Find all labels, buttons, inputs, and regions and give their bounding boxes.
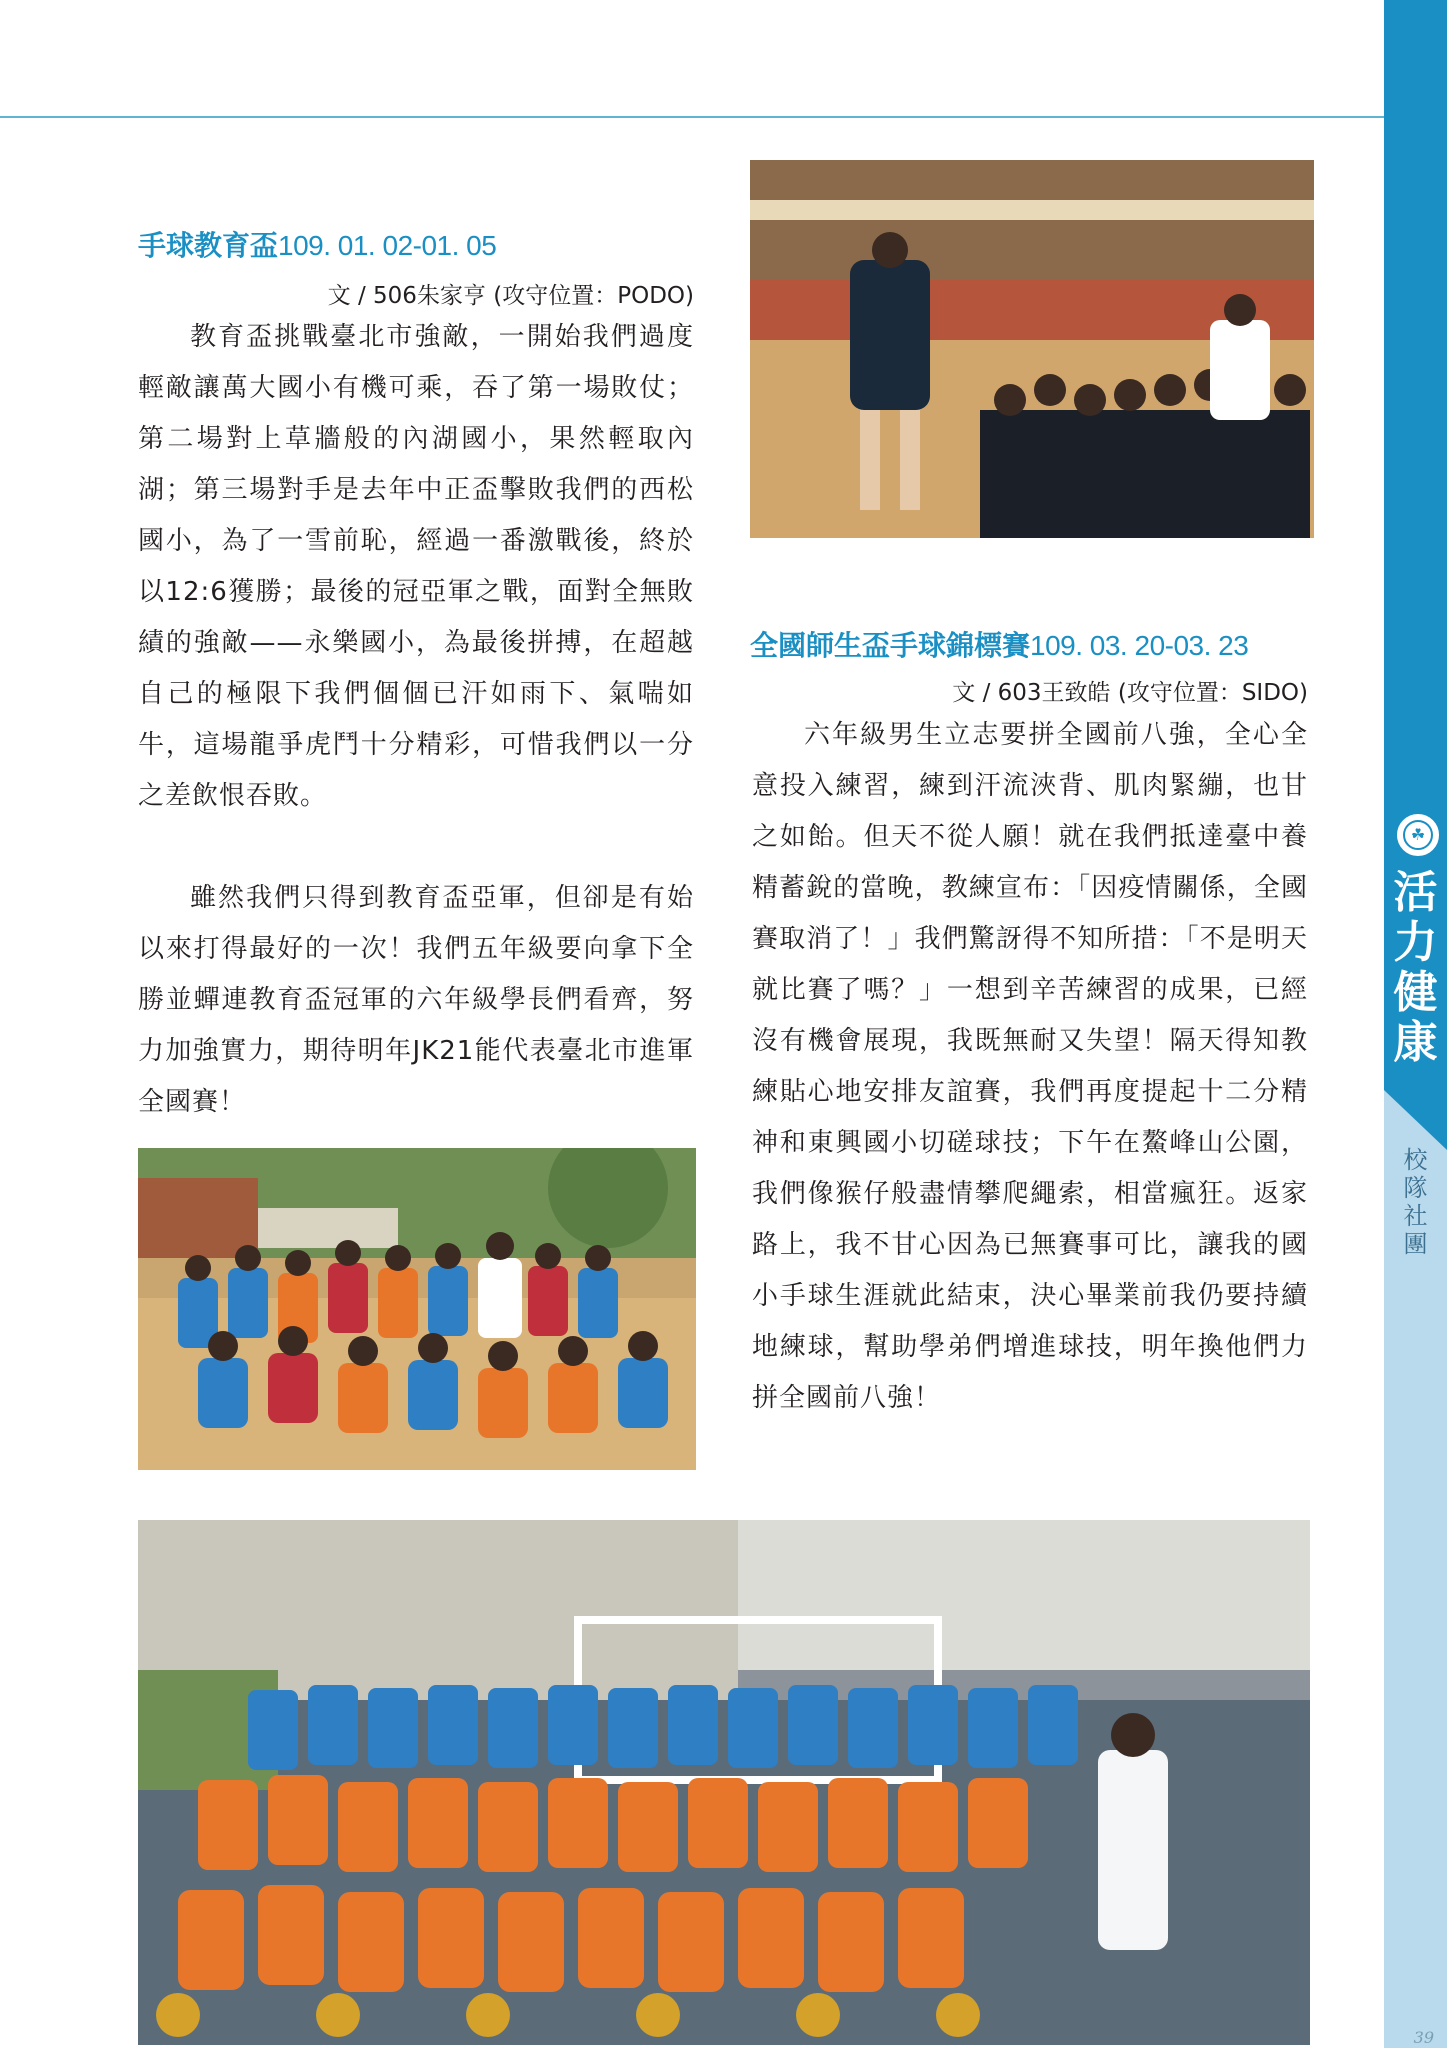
section-title-char: 健 bbox=[1393, 967, 1438, 1018]
left-article-byline: 文 / 506朱家亨 (攻守位置：PODO) bbox=[327, 283, 694, 309]
section-subtitle-char: 隊 bbox=[1403, 1174, 1428, 1202]
section-title-char: 力 bbox=[1393, 917, 1438, 968]
right-article-title-date: 109. 03. 20-03. 23 bbox=[1030, 630, 1249, 661]
page-number: 39 bbox=[1413, 2028, 1434, 2047]
section-subtitle-char: 團 bbox=[1403, 1230, 1428, 1258]
team-group-photo bbox=[138, 1520, 1310, 2045]
section-title-char: 康 bbox=[1393, 1017, 1438, 1068]
right-article-title-text: 全國師生盃手球錦標賽 bbox=[750, 629, 1031, 662]
section-title bbox=[1384, 868, 1447, 1068]
right-article-byline: 文 / 603王致皓 (攻守位置：SIDO) bbox=[952, 680, 1308, 706]
left-article-paragraph: 雖然我們只得到教育盃亞軍，但卻是有始以來打得最好的一次！我們五年級要向拿下全勝並蟬連教育盃冠軍的六年級學長們看齊，努力加強實力，期待明年JK21能代表臺北市進軍全國賽！ bbox=[138, 883, 694, 1117]
section-subtitle-char: 社 bbox=[1403, 1202, 1428, 1230]
right-article-body bbox=[752, 710, 1308, 1424]
beach-team-photo-image bbox=[138, 1148, 696, 1470]
left-article-title-date: 109. 01. 02-01. 05 bbox=[278, 230, 497, 261]
section-title-char: 活 bbox=[1393, 867, 1438, 918]
left-article-title-text: 手球教育盃 bbox=[138, 229, 279, 262]
right-article-paragraph: 六年級男生立志要拼全國前八強，全心全意投入練習，練到汗流浹背、肌肉緊繃，也甘之如飴。但天不從人願！就在我們抵達臺中養精蓄銳的當晚，教練宣布：「因疫情關係，全國賽取消了！」我們驚訝得不知所措：「不是明天就比賽了嗎？」一想到辛苦練習的成果，已經沒有機會展現，我既無耐又失望！隔天得知教練貼心地安排友誼賽，我們再度提起十二分精神和東興國小切磋球技；下午在鰲峰山公園，我們像猴仔般盡情攀爬繩索，相當瘋狂。返家路上，我不甘心因為已無賽事可比，讓我的國小手球生涯就此結束，決心畢業前我仍要持續地練球，幫助學弟們增進球技，明年換他們力拼全國前八強！ bbox=[752, 720, 1308, 1413]
left-article-paragraph: 教育盃挑戰臺北市強敵，一開始我們過度輕敵讓萬大國小有機可乘，吞了第一場敗仗；第二場對上草牆般的內湖國小，果然輕取內湖；第三場對手是去年中正盃擊敗我們的西松國小，為了一雪前恥，經過一番激戰後，終於以12:6獲勝；最後的冠亞軍之戰，面對全無敗績的強敵——永樂國小，為最後拼搏，在超越自己的極限下我們個個已汗如雨下、氣喘如牛，這場龍爭虎鬥十分精彩，可惜我們以一分之差飲恨吞敗。 bbox=[138, 322, 694, 811]
section-subtitle-char: 校 bbox=[1403, 1146, 1428, 1174]
left-article-title bbox=[138, 228, 496, 264]
team-group-photo-image bbox=[138, 1520, 1310, 2045]
left-article-body bbox=[138, 312, 694, 1128]
section-subtitle bbox=[1384, 1146, 1447, 1258]
right-article-title bbox=[750, 628, 1248, 664]
coach-courtside-photo-image bbox=[750, 160, 1314, 538]
school-logo-icon: ☘ bbox=[1397, 814, 1439, 856]
coach-courtside-photo bbox=[750, 160, 1314, 538]
beach-team-photo bbox=[138, 1148, 696, 1470]
side-band-notch bbox=[1384, 1090, 1447, 1150]
top-rule bbox=[0, 116, 1384, 118]
